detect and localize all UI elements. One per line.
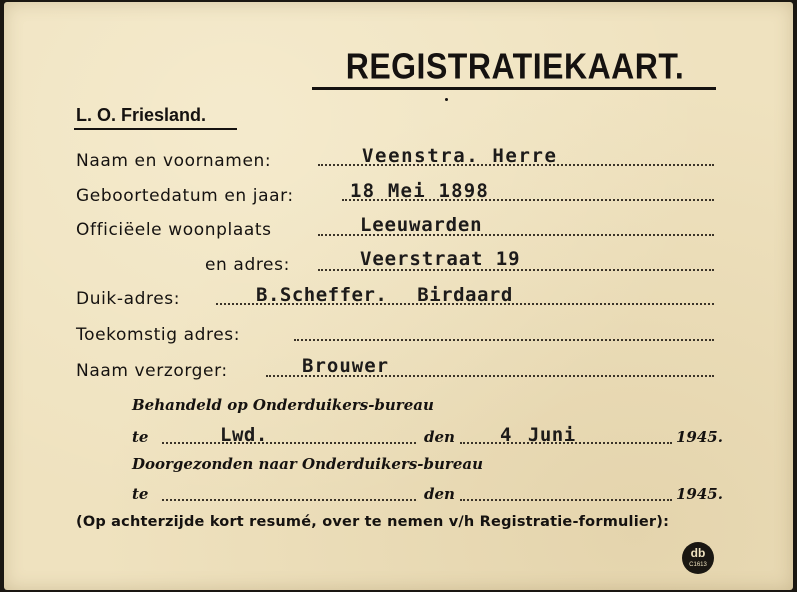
processed-den-value: 4 Juni: [500, 424, 576, 446]
field-line-future-address: [294, 339, 714, 341]
processed-te-label: te: [132, 428, 149, 446]
processed-year: 1945.: [676, 428, 723, 446]
processed-te-line: [162, 442, 416, 444]
field-value-address: Veerstraat 19: [360, 248, 521, 270]
field-value-name: Veenstra. Herre: [362, 145, 558, 167]
ink-speck: [445, 98, 448, 101]
publisher-logo-top: db: [690, 546, 706, 560]
field-value-birthdate: 18 Mei 1898: [350, 180, 490, 202]
field-value-hiding-address: B.Scheffer. Birdaard: [256, 284, 513, 306]
field-value-residence: Leeuwarden: [360, 214, 483, 236]
publisher-logo-bottom: C1613: [689, 562, 707, 568]
field-label-residence: Officiëele woonplaats: [76, 220, 272, 240]
processed-te-value: Lwd.: [220, 424, 268, 446]
organization-underline: [74, 128, 237, 130]
processed-den-label: den: [424, 428, 455, 446]
publisher-logo: [682, 542, 714, 574]
field-label-birthdate: Geboortedatum en jaar:: [76, 186, 294, 206]
organization-label: L. O. Friesland.: [76, 105, 207, 125]
forwarded-year: 1945.: [676, 485, 723, 503]
field-label-future-address: Toekomstig adres:: [76, 325, 241, 345]
forwarded-te-label: te: [132, 485, 149, 503]
forwarded-heading: Doorgezonden naar Onderduikers-bureau: [132, 455, 483, 473]
card-title: REGISTRATIEKAART.: [345, 46, 685, 87]
registration-card: [4, 2, 793, 590]
field-label-caretaker: Naam verzorger:: [76, 361, 228, 381]
forwarded-te-line: [162, 499, 416, 501]
processed-heading: Behandeld op Onderduikers-bureau: [132, 396, 434, 414]
forwarded-den-label: den: [424, 485, 455, 503]
field-label-hiding-address: Duik-adres:: [76, 289, 181, 309]
title-underline: [312, 87, 716, 90]
footnote-instruction: (Op achterzijde kort resumé, over te nemen v/h Registratie-formulier):: [76, 514, 670, 530]
forwarded-den-line: [460, 499, 672, 501]
field-value-caretaker: Brouwer: [302, 355, 390, 377]
field-label-address: en adres:: [205, 255, 290, 275]
field-label-name: Naam en voornamen:: [76, 151, 272, 171]
